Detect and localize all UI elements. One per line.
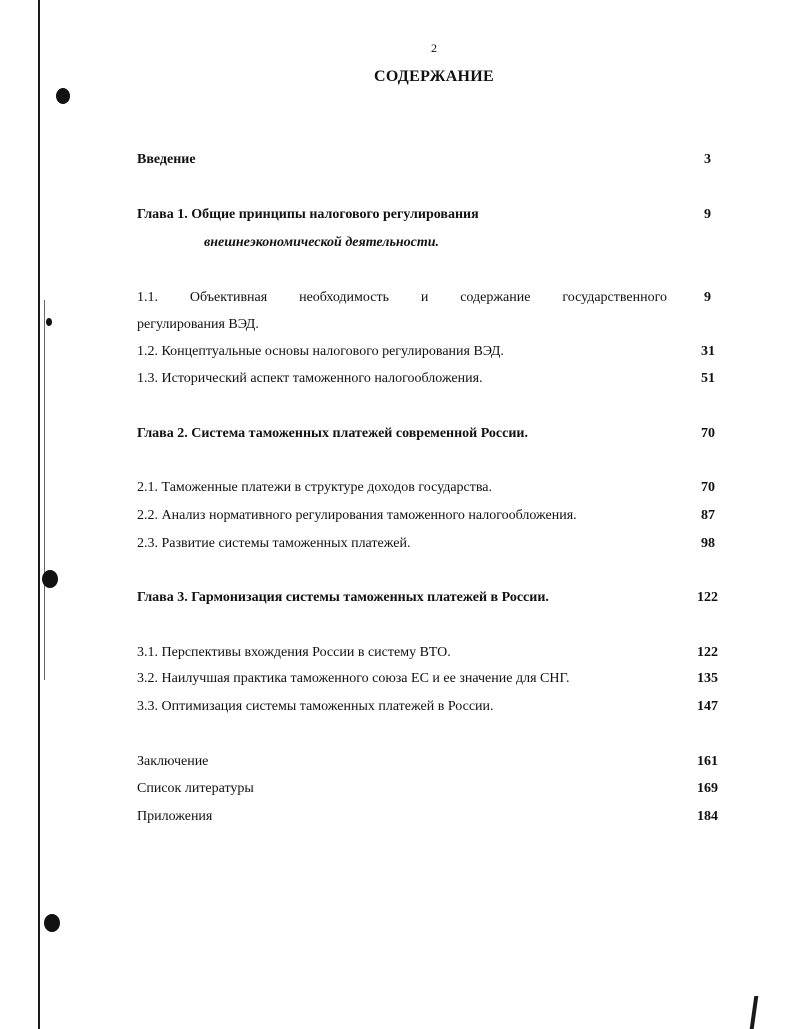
scan-edge-line — [38, 0, 40, 1029]
toc-entry-bibliography: Список литературы — [137, 781, 254, 796]
toc-section-3-1: 3.1. Перспективы вхождения России в систему ВТО. — [137, 645, 451, 660]
toc-section-2-2: 2.2. Анализ нормативного регулирования таможенного налогообложения. — [137, 508, 577, 523]
punch-hole-mark — [46, 318, 52, 326]
toc-section-1-3: 1.3. Исторический аспект таможенного налогообложения. — [137, 371, 483, 386]
toc-page-section-2-3: 98 — [701, 536, 715, 551]
toc-section-3-3: 3.3. Оптимизация системы таможенных платежей в России. — [137, 699, 494, 714]
toc-chapter-3: Глава 3. Гармонизация системы таможенных платежей в России. — [137, 590, 549, 605]
page-title: СОДЕРЖАНИЕ — [373, 68, 495, 85]
punch-hole-mark — [44, 914, 60, 932]
punch-hole-mark — [42, 570, 58, 588]
toc-page-section-3-1: 122 — [697, 645, 718, 660]
toc-entry-conclusion: Заключение — [137, 754, 209, 769]
toc-page-chapter-2: 70 — [701, 426, 715, 441]
toc-page-intro: 3 — [704, 152, 711, 167]
toc-section-2-1: 2.1. Таможенные платежи в структуре доходов государства. — [137, 480, 493, 495]
toc-chapter-1: Глава 1. Общие принципы налогового регулирования — [137, 207, 479, 222]
toc-chapter-2: Глава 2. Система таможенных платежей современной России. — [137, 426, 528, 441]
toc-page-chapter-3: 122 — [697, 590, 718, 605]
toc-section-2-3: 2.3. Развитие системы таможенных платежей. — [137, 536, 411, 551]
toc-page-section-3-3: 147 — [697, 699, 718, 714]
toc-section-3-2: 3.2. Наилучшая практика таможенного союза ЕС и ее значение для СНГ. — [137, 671, 570, 686]
scan-edge-line — [44, 300, 45, 680]
toc-page-conclusion: 161 — [697, 754, 718, 769]
toc-chapter-1-continuation: внешнеэкономической деятельности. — [204, 235, 440, 250]
toc-section-1-1-continuation: регулирования ВЭД. — [137, 317, 259, 332]
toc-page-section-1-3: 51 — [701, 371, 715, 386]
toc-section-1-2: 1.2. Концептуальные основы налогового регулирования ВЭД. — [137, 344, 504, 359]
toc-page-section-1-2: 31 — [701, 344, 715, 359]
toc-page-section-1-1: 9 — [704, 290, 711, 305]
toc-entry-appendix: Приложения — [137, 809, 213, 824]
page-number: 2 — [431, 41, 437, 55]
toc-page-section-3-2: 135 — [697, 671, 718, 686]
toc-entry-intro: Введение — [137, 152, 196, 167]
toc-section-1-1: 1.1. Объективная необходимость и содержание государственного — [137, 290, 667, 305]
scan-edge-mark — [750, 996, 759, 1029]
toc-page-chapter-1: 9 — [704, 207, 711, 222]
toc-page-section-2-1: 70 — [701, 480, 715, 495]
punch-hole-mark — [56, 88, 70, 104]
toc-page-bibliography: 169 — [697, 781, 718, 796]
toc-page-section-2-2: 87 — [701, 508, 715, 523]
toc-page-appendix: 184 — [697, 809, 718, 824]
